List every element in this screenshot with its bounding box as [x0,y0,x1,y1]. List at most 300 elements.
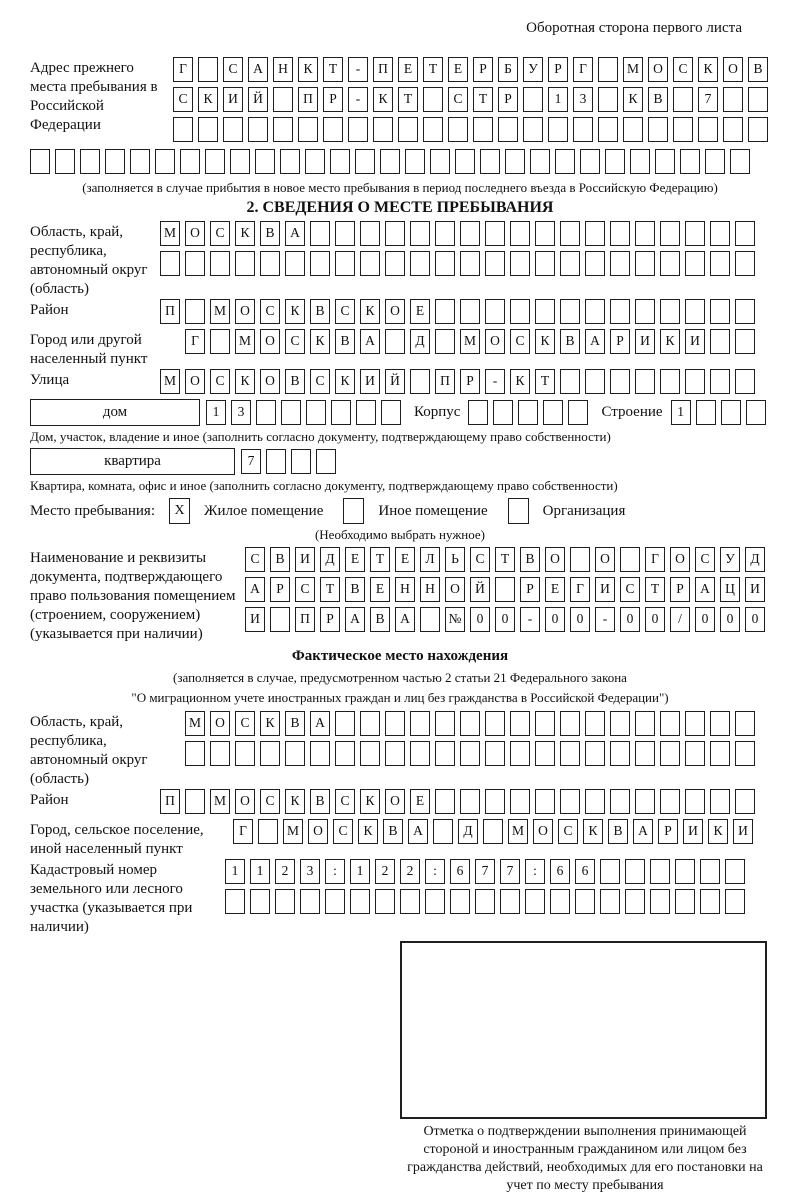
rayon-label: Район [30,302,69,318]
char-cell [573,117,593,142]
confirmation-caption: Отметка о подтверждении выполнения принимающей стороной и иностранным гражданином или лицом без гражданства действий, необходимых для его постановки на учет по месту пребывания [407,1124,763,1193]
char-cell: 0 [570,607,590,632]
char-cell [335,741,355,766]
ulitsa-row [160,369,760,394]
confirmation-area [400,941,770,1195]
char-cell [185,789,205,814]
organizatsiya-label: Организация [542,502,626,519]
char-cell [285,251,305,276]
char-cell: Й [248,87,268,112]
char-cell [543,400,563,425]
char-cell: К [235,221,255,246]
char-cell: М [460,329,480,354]
char-cell [375,889,395,914]
char-cell: И [295,547,315,572]
char-cell [560,299,580,324]
char-cell: 7 [475,859,495,884]
char-cell [735,369,755,394]
char-cell: Р [520,577,540,602]
char-cell: Й [470,577,490,602]
char-cell [623,117,643,142]
char-cell: О [485,329,505,354]
char-cell [510,741,530,766]
char-cell [360,251,380,276]
char-cell [620,547,640,572]
char-cell [560,221,580,246]
kadastr-row-2 [225,889,750,914]
char-cell: В [748,57,768,82]
char-cell [550,889,570,914]
char-cell: К [698,57,718,82]
inoe-label: Иное помещение [378,502,488,519]
char-cell: П [160,789,180,814]
char-cell: Е [410,299,430,324]
char-cell: О [385,299,405,324]
char-cell: С [260,299,280,324]
char-cell [510,711,530,736]
char-cell [360,711,380,736]
char-cell [248,117,268,142]
gorod-fact-row [233,819,758,844]
char-cell [660,711,680,736]
char-cell [673,117,693,142]
char-cell: В [520,547,540,572]
char-cell: Т [495,547,515,572]
field-rayon-fact [30,789,770,819]
char-cell: В [335,329,355,354]
zhiloe-label: Жилое помещение [204,502,324,519]
char-cell: Г [570,577,590,602]
char-cell: К [310,329,330,354]
char-cell: В [260,221,280,246]
char-cell: К [708,819,728,844]
char-cell [610,741,630,766]
char-cell [460,789,480,814]
char-cell: К [535,329,555,354]
char-cell [316,449,336,474]
char-cell: В [648,87,668,112]
char-cell [310,741,330,766]
char-cell [675,859,695,884]
char-cell: С [285,329,305,354]
char-cell [555,149,575,174]
field-rayon [30,299,770,329]
char-cell [306,400,326,425]
char-cell [256,400,276,425]
char-cell [330,149,350,174]
checkbox-zhiloe: X [169,498,190,524]
char-cell: М [283,819,303,844]
char-cell [710,369,730,394]
char-cell: - [348,87,368,112]
char-cell [625,859,645,884]
char-cell [525,889,545,914]
char-cell [410,251,430,276]
char-cell [630,149,650,174]
document-row-2 [245,577,770,602]
char-cell [385,251,405,276]
char-cell [685,251,705,276]
char-cell: - [348,57,368,82]
char-cell: 2 [375,859,395,884]
char-cell: П [373,57,393,82]
char-cell [305,149,325,174]
char-cell [530,149,550,174]
field-mesto-prebyvaniya [30,498,770,524]
char-cell: А [633,819,653,844]
char-cell [173,117,193,142]
char-cell: 2 [275,859,295,884]
char-cell: О [385,789,405,814]
char-cell [273,87,293,112]
char-cell: Г [173,57,193,82]
char-cell [450,889,470,914]
char-cell [610,789,630,814]
char-cell [235,251,255,276]
char-cell [735,789,755,814]
char-cell [598,57,618,82]
char-cell [518,400,538,425]
char-cell: В [560,329,580,354]
char-cell: Р [270,577,290,602]
char-cell [710,711,730,736]
char-cell [260,741,280,766]
char-cell: 3 [300,859,320,884]
char-cell: К [360,299,380,324]
char-cell [210,329,230,354]
char-cell [493,400,513,425]
char-cell: И [595,577,615,602]
char-cell [650,889,670,914]
char-cell: Е [545,577,565,602]
oblast-fact-label: Область, край, республика, автономный округ (область) [30,714,148,787]
char-cell [435,789,455,814]
char-cell [498,117,518,142]
char-cell: Р [323,87,343,112]
char-cell [405,149,425,174]
char-cell [735,329,755,354]
char-cell [685,711,705,736]
char-cell: Т [370,547,390,572]
char-cell: 0 [495,607,515,632]
gorod-fact-label: Город, сельское поселение, иной населенный пункт [30,822,204,857]
char-cell: В [345,577,365,602]
fact-location-note-1: (заполняется в случае, предусмотренном частью 2 статьи 21 Федерального закона [173,670,627,685]
char-cell: У [523,57,543,82]
char-cell: - [485,369,505,394]
char-cell: А [695,577,715,602]
char-cell [410,221,430,246]
char-cell: С [673,57,693,82]
char-cell: С [210,221,230,246]
char-cell [130,149,150,174]
char-cell: А [245,577,265,602]
char-cell: / [670,607,690,632]
field-prev-address [30,57,770,147]
char-cell [735,221,755,246]
char-cell [523,117,543,142]
char-cell [225,889,245,914]
char-cell [610,251,630,276]
char-cell [331,400,351,425]
mesto-note: (Необходимо выбрать нужное) [314,527,486,542]
char-cell: Т [320,577,340,602]
char-cell: И [223,87,243,112]
char-cell [660,369,680,394]
char-cell [510,789,530,814]
char-cell: Д [745,547,765,572]
char-cell [250,889,270,914]
char-cell: 6 [550,859,570,884]
rayon-row [160,299,760,324]
char-cell [635,789,655,814]
stroenie-label: Строение [601,404,663,420]
char-cell: М [160,369,180,394]
char-cell [560,789,580,814]
char-cell: 3 [573,87,593,112]
char-cell [266,449,286,474]
char-cell: Е [345,547,365,572]
char-cell [610,369,630,394]
char-cell: Й [385,369,405,394]
char-cell: С [695,547,715,572]
char-cell [448,117,468,142]
char-cell: Н [273,57,293,82]
char-cell: О [670,547,690,572]
char-cell [560,741,580,766]
char-cell: К [298,57,318,82]
char-cell [635,221,655,246]
char-cell [485,251,505,276]
char-cell: М [235,329,255,354]
char-cell [495,577,515,602]
kvartira-note: Квартира, комната, офис и иное (заполнить согласно документу, подтверждающему право собственности) [30,478,618,493]
char-cell [523,87,543,112]
char-cell [210,251,230,276]
char-cell: 1 [225,859,245,884]
char-cell [185,299,205,324]
char-cell [710,221,730,246]
char-cell: К [335,369,355,394]
char-cell: Л [420,547,440,572]
char-cell [300,889,320,914]
char-cell [660,251,680,276]
oblast-fact-row-1 [185,711,760,736]
char-cell: В [310,789,330,814]
char-cell [560,369,580,394]
char-cell [635,711,655,736]
kvartira-row [241,449,341,474]
char-cell [585,789,605,814]
prev-address-footnote: (заполняется в случае прибытия в новое место пребывания в период последнего въезда в Российскую Федерацию) [82,180,718,195]
char-cell: И [733,819,753,844]
prev-address-row-4 [30,149,770,174]
char-cell [735,251,755,276]
oblast-cells [160,221,760,281]
char-cell [600,889,620,914]
char-cell: Ц [720,577,740,602]
char-cell: 1 [671,400,691,425]
char-cell: К [583,819,603,844]
char-cell [373,117,393,142]
char-cell [55,149,75,174]
char-cell: О [260,369,280,394]
char-cell [723,87,743,112]
char-cell [435,251,455,276]
char-cell [420,607,440,632]
char-cell [485,789,505,814]
char-cell: С [510,329,530,354]
char-cell [585,299,605,324]
char-cell [385,221,405,246]
char-cell [710,789,730,814]
char-cell: П [160,299,180,324]
char-cell [185,251,205,276]
char-cell [580,149,600,174]
char-cell [710,741,730,766]
checkbox-inoe [343,498,364,524]
char-cell [468,400,488,425]
char-cell [735,741,755,766]
char-cell: Т [398,87,418,112]
char-cell [696,400,716,425]
char-cell [585,251,605,276]
char-cell [385,741,405,766]
fact-location-note-2: "О миграционном учете иностранных граждан и лиц без гражданства в Российской Федерации") [131,690,669,705]
char-cell [273,117,293,142]
char-cell [585,369,605,394]
char-cell [185,741,205,766]
char-cell: Д [410,329,430,354]
char-cell [80,149,100,174]
char-cell [680,149,700,174]
char-cell: О [648,57,668,82]
char-cell [485,299,505,324]
char-cell: К [285,789,305,814]
char-cell: Г [233,819,253,844]
confirmation-stamp-box [400,941,767,1119]
char-cell [291,449,311,474]
char-cell: С [335,789,355,814]
char-cell [510,251,530,276]
char-cell [260,251,280,276]
char-cell [535,221,555,246]
kadastr-label: Кадастровый номер земельного или лесного участка (указывается при наличии) [30,862,193,935]
char-cell [485,711,505,736]
char-cell [710,329,730,354]
char-cell: С [558,819,578,844]
char-cell: С [295,577,315,602]
page-side-note: Оборотная сторона первого листа [526,20,742,36]
char-cell [730,149,750,174]
char-cell [748,87,768,112]
char-cell [700,859,720,884]
char-cell [205,149,225,174]
char-cell: К [198,87,218,112]
char-cell [310,221,330,246]
char-cell: М [623,57,643,82]
char-cell [410,711,430,736]
char-cell [598,117,618,142]
char-cell: : [425,859,445,884]
char-cell [610,299,630,324]
char-cell [535,789,555,814]
char-cell [635,741,655,766]
char-cell: 1 [548,87,568,112]
char-cell [30,149,50,174]
char-cell: М [185,711,205,736]
char-cell [575,889,595,914]
document-cells [245,547,770,637]
char-cell [560,251,580,276]
char-cell [335,251,355,276]
char-cell [605,149,625,174]
char-cell: С [260,789,280,814]
char-cell: 1 [350,859,370,884]
kvartira-box-label: квартира [30,448,235,475]
char-cell: К [285,299,305,324]
char-cell: П [295,607,315,632]
section2-title: 2. СВЕДЕНИЯ О МЕСТЕ ПРЕБЫВАНИЯ [246,199,554,216]
char-cell: А [310,711,330,736]
char-cell [570,547,590,572]
char-cell [685,299,705,324]
char-cell [648,117,668,142]
char-cell: 0 [620,607,640,632]
char-cell [275,889,295,914]
char-cell [635,299,655,324]
char-cell: 0 [645,607,665,632]
char-cell: - [520,607,540,632]
field-gorod [30,329,770,369]
char-cell [210,741,230,766]
char-cell [610,711,630,736]
char-cell [281,400,301,425]
char-cell: 0 [470,607,490,632]
char-cell [355,149,375,174]
mesto-label: Место пребывания: [30,502,155,519]
char-cell: : [525,859,545,884]
document-row-1 [245,547,770,572]
char-cell: А [248,57,268,82]
char-cell: А [345,607,365,632]
char-cell: М [210,789,230,814]
char-cell [483,819,503,844]
char-cell [385,711,405,736]
char-cell [460,299,480,324]
char-cell: 7 [698,87,718,112]
char-cell [585,221,605,246]
char-cell: Р [498,87,518,112]
char-cell [635,251,655,276]
char-cell: С [333,819,353,844]
char-cell [325,889,345,914]
char-cell: № [445,607,465,632]
char-cell: 1 [206,400,226,425]
char-cell: О [533,819,553,844]
oblast-row-2 [160,251,760,276]
char-cell: В [608,819,628,844]
char-cell: Р [670,577,690,602]
char-cell: С [448,87,468,112]
char-cell [505,149,525,174]
char-cell [560,711,580,736]
char-cell: У [720,547,740,572]
dom-row [206,400,406,425]
char-cell [198,117,218,142]
char-cell [310,251,330,276]
char-cell [335,711,355,736]
